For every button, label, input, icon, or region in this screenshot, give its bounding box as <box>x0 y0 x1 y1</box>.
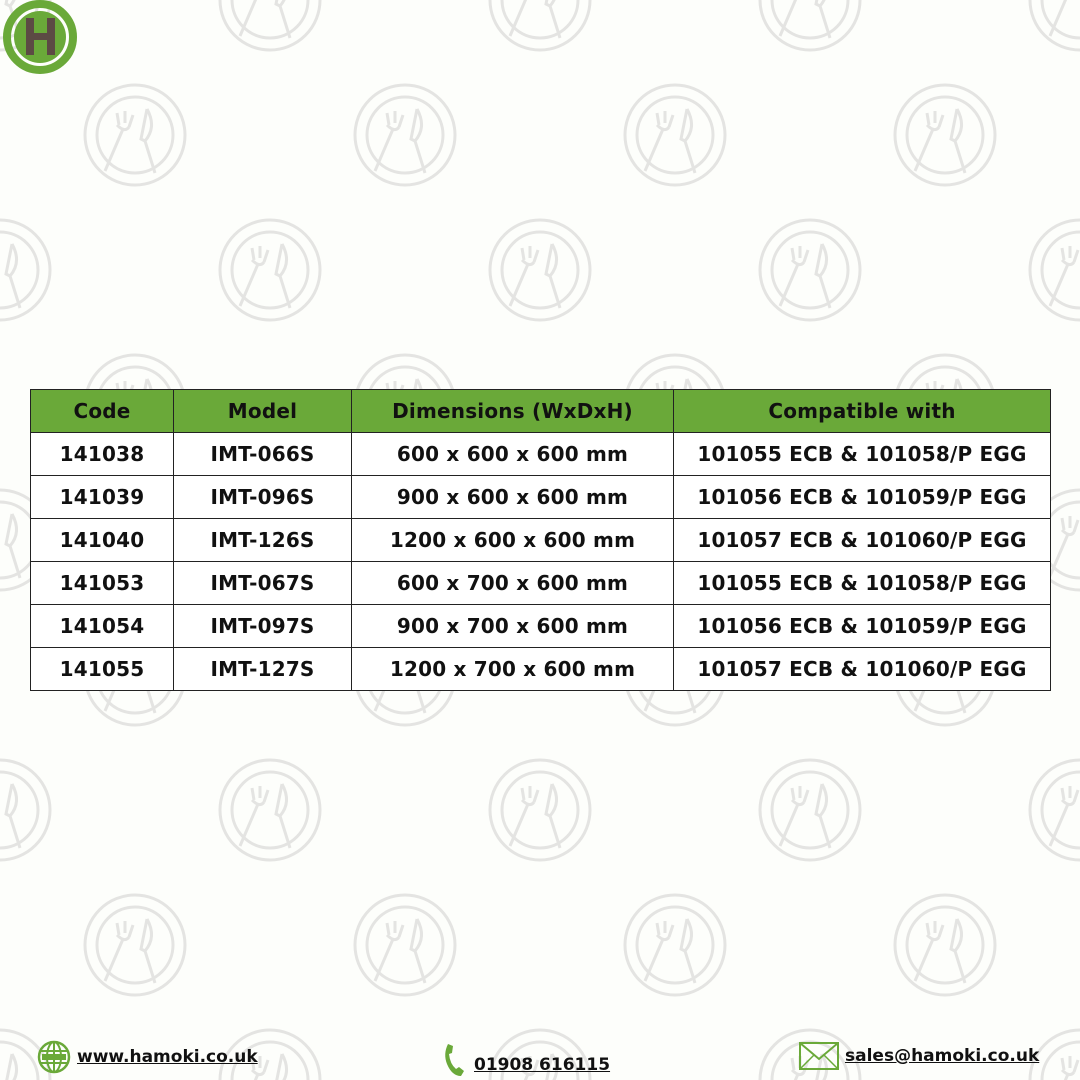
table-row <box>31 605 1051 648</box>
plate-fork-knife-icon <box>220 0 320 50</box>
cell-model: IMT-126S <box>174 519 352 562</box>
plate-fork-knife-icon <box>0 760 50 860</box>
table-row <box>31 433 1051 476</box>
cell-code: 141054 <box>31 605 174 648</box>
phone-link[interactable] <box>442 1042 610 1078</box>
plate-fork-knife-icon <box>220 760 320 860</box>
plate-fork-knife-icon <box>490 0 590 50</box>
logo <box>2 0 78 74</box>
cell-compatible: 101056 ECB & 101059/P EGG <box>674 605 1051 648</box>
table-row <box>31 519 1051 562</box>
cell-code: 141039 <box>31 476 174 519</box>
cell-compatible: 101057 ECB & 101060/P EGG <box>674 648 1051 691</box>
cell-code: 141055 <box>31 648 174 691</box>
cell-compatible: 101056 ECB & 101059/P EGG <box>674 476 1051 519</box>
plate-fork-knife-icon <box>490 220 590 320</box>
cell-dimensions: 900 x 700 x 600 mm <box>352 605 674 648</box>
website-text: www.hamoki.co.uk <box>77 1047 258 1067</box>
cell-code: 141038 <box>31 433 174 476</box>
table-row <box>31 476 1051 519</box>
cell-compatible: 101055 ECB & 101058/P EGG <box>674 433 1051 476</box>
plate-fork-knife-icon <box>895 895 995 995</box>
plate-fork-knife-icon <box>895 85 995 185</box>
header-code: Code <box>31 390 174 433</box>
plate-fork-knife-icon <box>85 895 185 995</box>
plate-fork-knife-icon <box>85 85 185 185</box>
plate-fork-knife-icon <box>760 0 860 50</box>
header-model: Model <box>174 390 352 433</box>
phone-text: 01908 616115 <box>474 1055 611 1075</box>
plate-fork-knife-icon <box>625 85 725 185</box>
cell-model: IMT-066S <box>174 433 352 476</box>
plate-fork-knife-icon <box>625 895 725 995</box>
cell-dimensions: 600 x 600 x 600 mm <box>352 433 674 476</box>
plate-fork-knife-icon <box>355 85 455 185</box>
website-link[interactable] <box>37 1040 258 1074</box>
cell-code: 141053 <box>31 562 174 605</box>
product-table <box>30 389 1051 691</box>
header-compatible: Compatible with <box>674 390 1051 433</box>
plate-fork-knife-icon <box>490 760 590 860</box>
phone-icon <box>442 1042 468 1078</box>
cell-model: IMT-067S <box>174 562 352 605</box>
globe-icon <box>37 1040 71 1074</box>
cell-model: IMT-096S <box>174 476 352 519</box>
plate-fork-knife-icon <box>0 220 50 320</box>
plate-fork-knife-icon <box>1030 0 1080 50</box>
cell-dimensions: 1200 x 600 x 600 mm <box>352 519 674 562</box>
plate-fork-knife-icon <box>760 220 860 320</box>
cell-compatible: 101057 ECB & 101060/P EGG <box>674 519 1051 562</box>
cell-dimensions: 900 x 600 x 600 mm <box>352 476 674 519</box>
plate-fork-knife-icon <box>355 895 455 995</box>
envelope-icon <box>799 1042 839 1070</box>
header-dimensions: Dimensions (WxDxH) <box>352 390 674 433</box>
plate-fork-knife-icon <box>1030 220 1080 320</box>
cell-compatible: 101055 ECB & 101058/P EGG <box>674 562 1051 605</box>
plate-fork-knife-icon <box>220 220 320 320</box>
table-header-row <box>31 390 1051 433</box>
table-row <box>31 562 1051 605</box>
plate-fork-knife-icon <box>1030 760 1080 860</box>
cell-dimensions: 600 x 700 x 600 mm <box>352 562 674 605</box>
cell-model: IMT-127S <box>174 648 352 691</box>
table-row <box>31 648 1051 691</box>
cell-model: IMT-097S <box>174 605 352 648</box>
email-link[interactable] <box>799 1042 1039 1070</box>
cell-dimensions: 1200 x 700 x 600 mm <box>352 648 674 691</box>
cell-code: 141040 <box>31 519 174 562</box>
plate-fork-knife-icon <box>760 760 860 860</box>
email-text: sales@hamoki.co.uk <box>845 1046 1040 1066</box>
